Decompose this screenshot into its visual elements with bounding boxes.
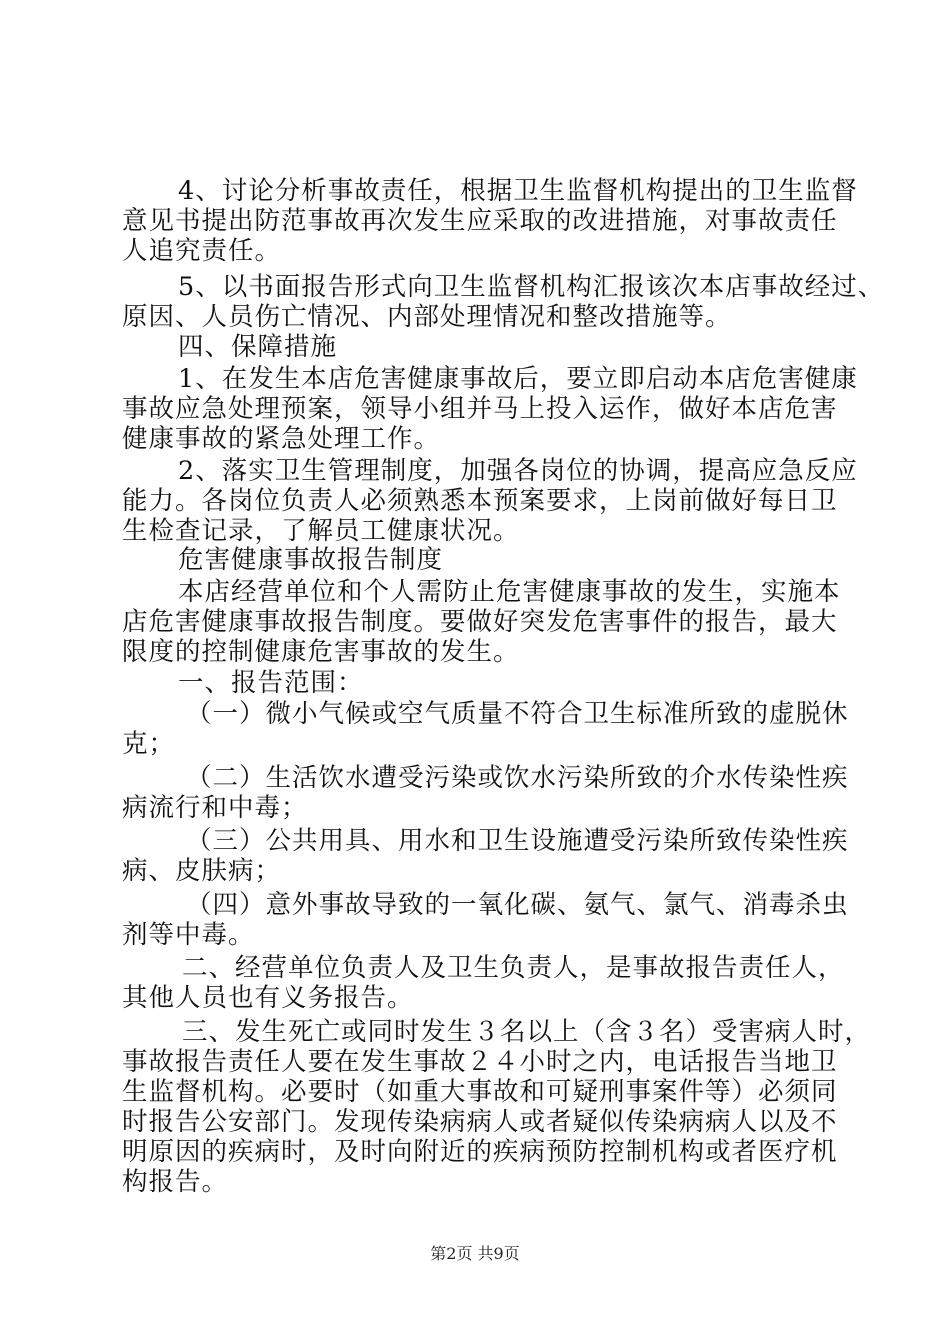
text-line: （四）意外事故导致的一氧化碳、氨气、氯气、消毒杀虫 — [186, 890, 849, 920]
text-line: 人追究责任。 — [122, 236, 282, 266]
text-line: 本店经营单位和个人需防止危害健康事故的发生，实施本 — [178, 577, 841, 607]
text-line: 病、皮肤病； — [122, 856, 282, 886]
text-line: （一）微小气候或空气质量不符合卫生标准所致的虚脱休 — [186, 699, 849, 729]
text-line: 二、经营单位负责人及卫生负责人，是事故报告责任人， — [182, 953, 845, 983]
text-line: 店危害健康事故报告制度。要做好突发危害事件的报告，最大 — [122, 607, 838, 637]
text-line: 事故应急处理预案，领导小组并马上投入运作，做好本店危害 — [122, 394, 838, 424]
page-footer: 第2页 共9页 — [430, 1244, 520, 1263]
text-line: 4、讨论分析事故责任，根据卫生监督机构提出的卫生监督 — [178, 176, 858, 206]
text-line: 健康事故的紧急处理工作。 — [122, 424, 441, 454]
text-line: 2、落实卫生管理制度，加强各岗位的协调，提高应急反应 — [178, 456, 858, 486]
text-line: 明原因的疾病时，及时向附近的疾病预防控制机构或者医疗机 — [122, 1137, 838, 1167]
text-line: 意见书提出防范事故再次发生应采取的改进措施，对事故责任 — [122, 206, 838, 236]
text-line: 原因、人员伤亡情况、内部处理情况和整改措施等。 — [122, 302, 732, 332]
text-line: 构报告。 — [122, 1167, 229, 1197]
text-line: 剂等中毒。 — [122, 920, 255, 950]
text-line: 事故报告责任人要在发生事故２４小时之内，电话报告当地卫 — [122, 1047, 838, 1077]
text-line: 生监督机构。必要时（如重大事故和可疑刑事案件等）必须同 — [122, 1077, 838, 1107]
text-line: （二）生活饮水遭受污染或饮水污染所致的介水传染性疾 — [186, 763, 849, 793]
text-line: （三）公共用具、用水和卫生设施遭受污染所致传染性疾 — [186, 826, 849, 856]
text-line: 1、在发生本店危害健康事故后，要立即启动本店危害健康 — [178, 364, 858, 394]
text-line: 5、以书面报告形式向卫生监督机构汇报该次本店事故经过、 — [178, 272, 885, 302]
text-line: 其他人员也有义务报告。 — [122, 983, 414, 1013]
text-line: 克； — [122, 729, 176, 759]
text-line: 生检查记录，了解员工健康状况。 — [122, 516, 520, 546]
text-line: 三、发生死亡或同时发生３名以上（含３名）受害病人时， — [182, 1017, 872, 1047]
text-line: 一、报告范围： — [178, 668, 364, 698]
text-line: 四、保障措施 — [178, 332, 338, 362]
text-line: 限度的控制健康危害事故的发生。 — [122, 637, 520, 667]
text-line: 病流行和中毒； — [122, 793, 308, 823]
text-line: 时报告公安部门。发现传染病病人或者疑似传染病病人以及不 — [122, 1107, 838, 1137]
text-line: 危害健康事故报告制度 — [178, 545, 444, 575]
text-line: 能力。各岗位负责人必须熟悉本预案要求，上岗前做好每日卫 — [122, 486, 838, 516]
